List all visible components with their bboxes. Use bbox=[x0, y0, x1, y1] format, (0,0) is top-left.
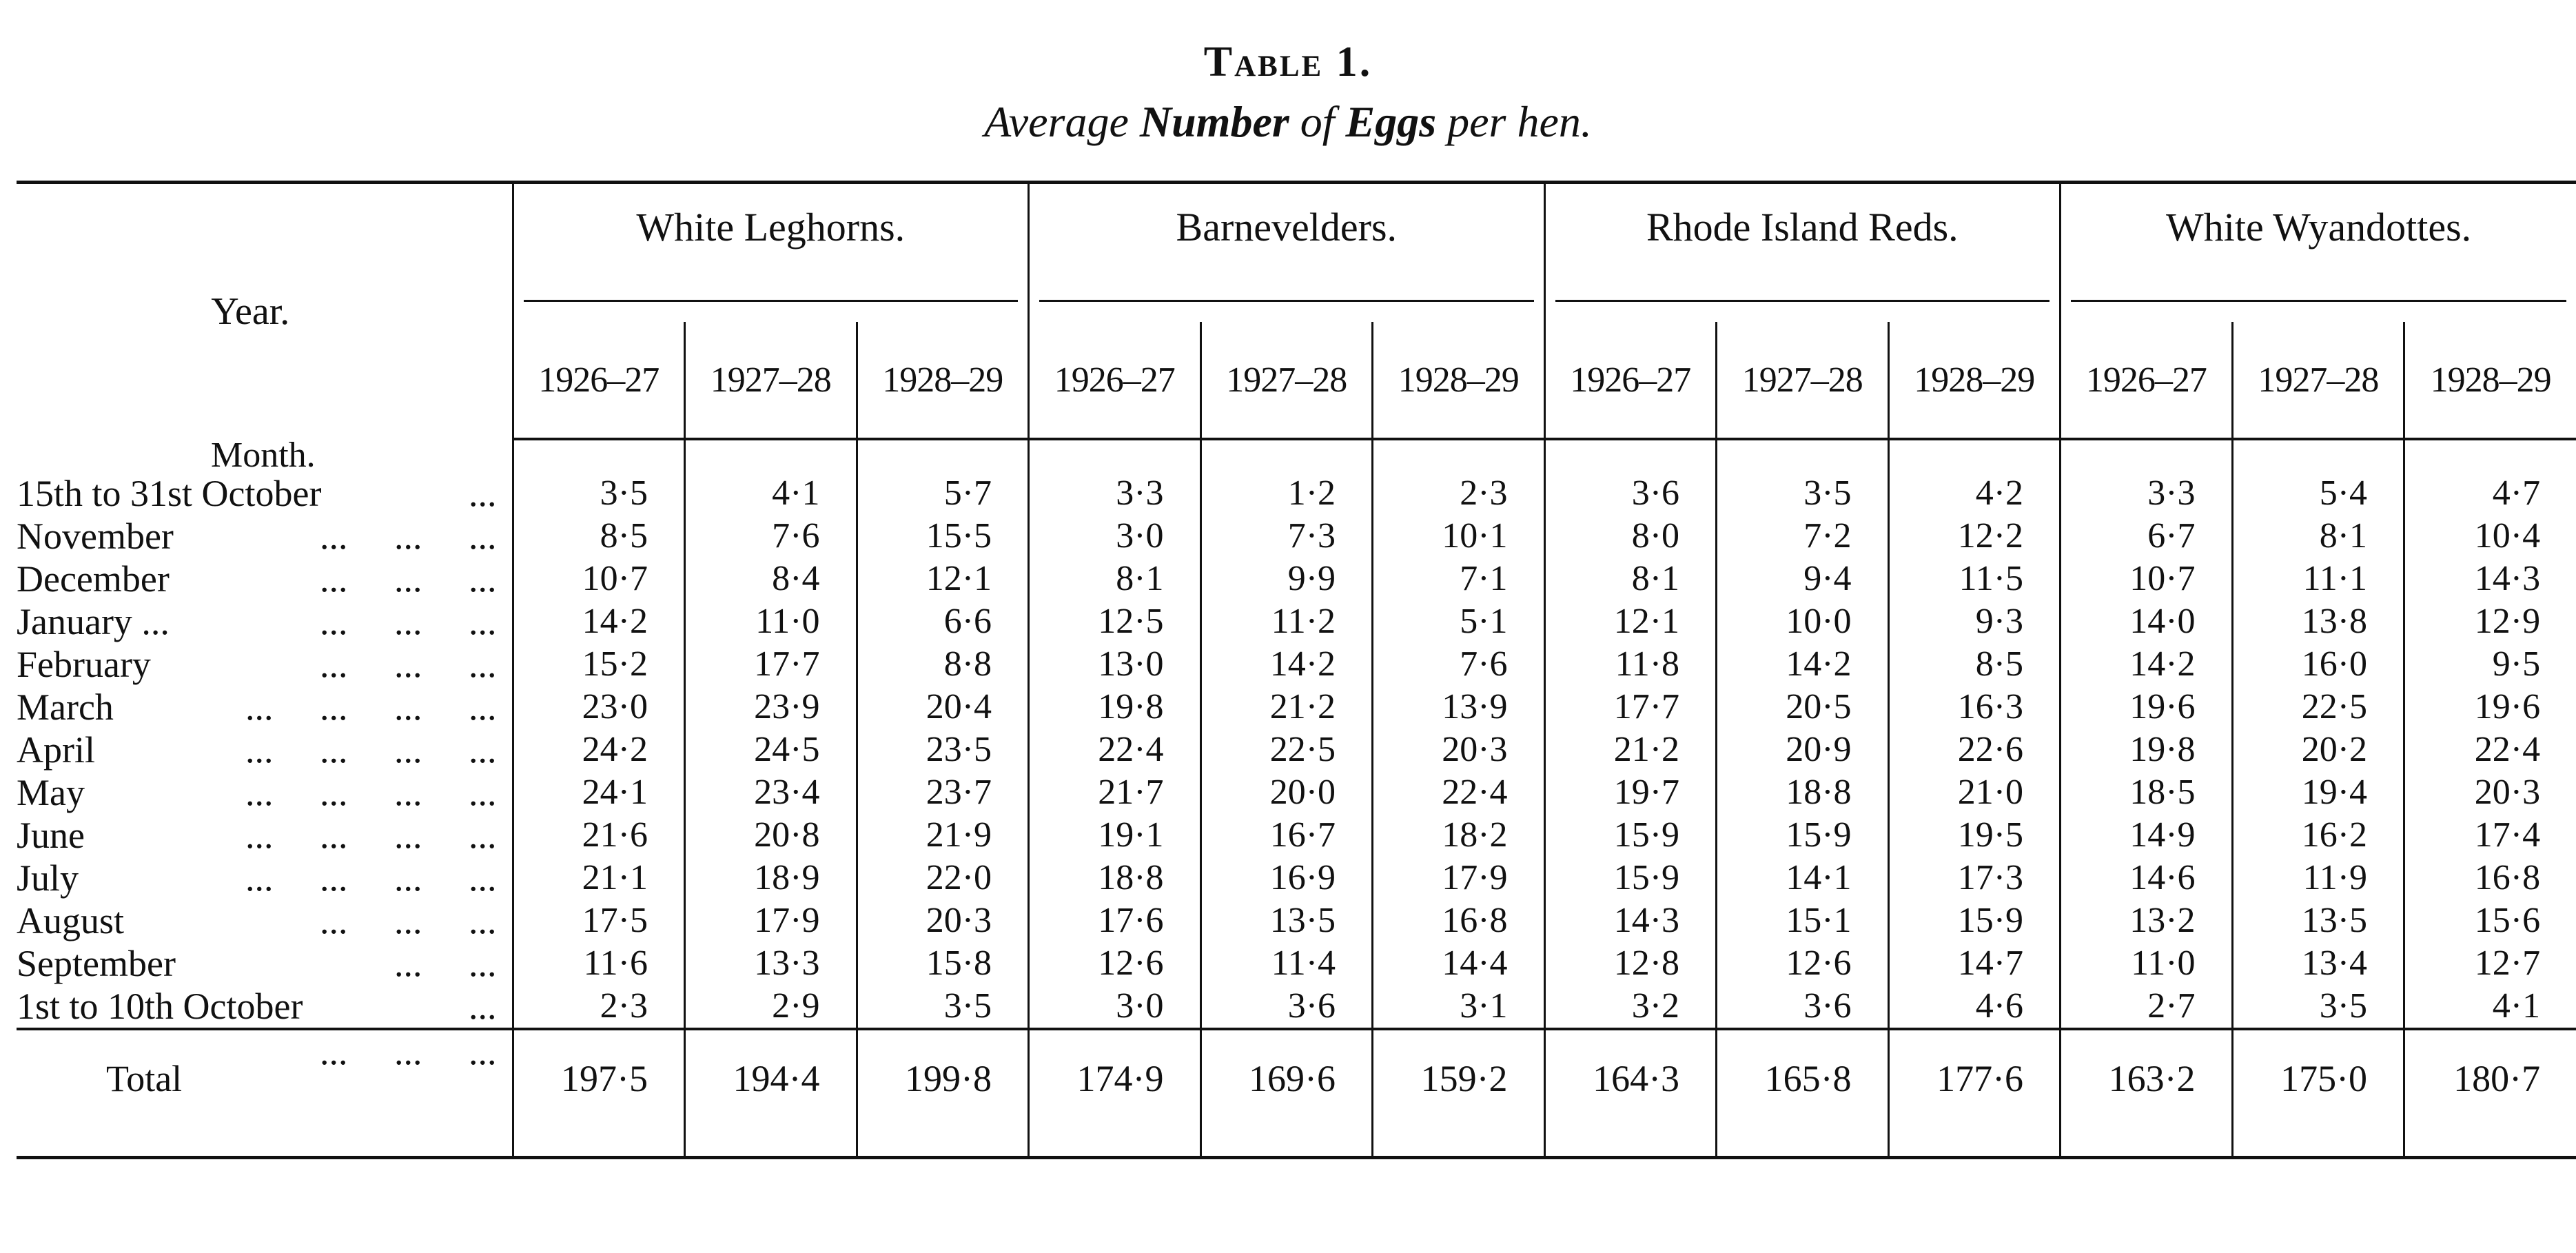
table-cell: 13·3 bbox=[685, 942, 857, 985]
leader-dots: ... ... ... ... bbox=[245, 815, 497, 856]
table-cell: 15·9 bbox=[1888, 899, 2061, 942]
table-cell: 23·9 bbox=[685, 686, 857, 729]
table-cell: 7·6 bbox=[1373, 643, 1545, 686]
subtitle-part: per hen. bbox=[1436, 97, 1592, 146]
table-cell: 11·6 bbox=[513, 942, 685, 985]
table-cell: 15·1 bbox=[1717, 899, 1889, 942]
table-cell: 3·3 bbox=[2061, 472, 2233, 515]
table-cell: 10·7 bbox=[2061, 558, 2233, 600]
table-cell: 5·4 bbox=[2232, 472, 2404, 515]
table-cell: 17·9 bbox=[1373, 857, 1545, 899]
table-cell: 9·5 bbox=[2404, 643, 2576, 686]
table-cell: 15·9 bbox=[1717, 814, 1889, 857]
table-cell: 22·0 bbox=[857, 857, 1029, 899]
row-label bbox=[17, 1029, 513, 1127]
table-cell: 22·4 bbox=[2404, 729, 2576, 771]
table-cell: 19·1 bbox=[1029, 814, 1201, 857]
table-cell: 14·2 bbox=[513, 600, 685, 643]
table-cell: 11·2 bbox=[1200, 600, 1373, 643]
table-cell: 15·2 bbox=[513, 643, 685, 686]
row-label-text: January ... bbox=[17, 601, 170, 642]
table-bottom-rule bbox=[17, 1127, 2576, 1158]
table-cell: 3·5 bbox=[857, 985, 1029, 1029]
table-cell: 21·2 bbox=[1200, 686, 1373, 729]
year-header: 1928–29 bbox=[857, 322, 1029, 439]
table-cell: 18·5 bbox=[2061, 771, 2233, 814]
table-cell: 7·6 bbox=[685, 515, 857, 558]
year-header: 1926–27 bbox=[1544, 322, 1717, 439]
table-cell: 13·4 bbox=[2232, 942, 2404, 985]
year-header: 1926–27 bbox=[1029, 322, 1201, 439]
table-row bbox=[17, 814, 2576, 857]
table-cell: 11·5 bbox=[1888, 558, 2061, 600]
table-cell: 13·0 bbox=[1029, 643, 1201, 686]
table-cell: 5·7 bbox=[857, 472, 1029, 515]
table-row bbox=[17, 643, 2576, 686]
table-cell: 13·8 bbox=[2232, 600, 2404, 643]
table-cell: 20·4 bbox=[857, 686, 1029, 729]
table-cell: 14·9 bbox=[2061, 814, 2233, 857]
leader-dots: ... ... ... ... bbox=[245, 729, 497, 771]
table-cell: 3·5 bbox=[1717, 472, 1889, 515]
row-label-text: 15th to 31st October bbox=[17, 473, 322, 514]
row-label bbox=[17, 643, 513, 686]
leader-dots: ... bbox=[469, 986, 497, 1027]
table-cell: 4·6 bbox=[1888, 985, 2061, 1029]
table-cell: 17·9 bbox=[685, 899, 857, 942]
year-header: 1926–27 bbox=[2061, 322, 2233, 439]
table-cell: 14·3 bbox=[2404, 558, 2576, 600]
table-cell: 9·9 bbox=[1200, 558, 1373, 600]
table-cell: 11·9 bbox=[2232, 857, 2404, 899]
year-column-header: Year. bbox=[211, 290, 290, 333]
table-cell: 12·6 bbox=[1717, 942, 1889, 985]
year-header: 1927–28 bbox=[1717, 322, 1889, 439]
table-cell: 20·2 bbox=[2232, 729, 2404, 771]
table-row bbox=[17, 686, 2576, 729]
year-header: 1928–29 bbox=[2404, 322, 2576, 439]
table-cell: 21·9 bbox=[857, 814, 1029, 857]
table-cell: 3·1 bbox=[1373, 985, 1545, 1029]
table-cell: 19·8 bbox=[2061, 729, 2233, 771]
table-cell: 3·5 bbox=[2232, 985, 2404, 1029]
table-cell: 21·1 bbox=[513, 857, 685, 899]
group-label: White Wyandottes. bbox=[2071, 204, 2566, 302]
table-cell: 12·1 bbox=[1544, 600, 1717, 643]
table-cell: 19·4 bbox=[2232, 771, 2404, 814]
table-cell: 5·1 bbox=[1373, 600, 1545, 643]
table-cell: 9·3 bbox=[1888, 600, 2061, 643]
table-cell: 8·1 bbox=[1544, 558, 1717, 600]
table-cell: 23·0 bbox=[513, 686, 685, 729]
table-row bbox=[17, 857, 2576, 899]
leader-dots: ... ... ... ... bbox=[245, 686, 497, 728]
row-label bbox=[17, 558, 513, 600]
table-cell: 11·0 bbox=[2061, 942, 2233, 985]
table-cell: 15·8 bbox=[857, 942, 1029, 985]
table-cell: 13·5 bbox=[1200, 899, 1373, 942]
table-cell: 3·0 bbox=[1029, 515, 1201, 558]
table-cell: 2·3 bbox=[1373, 472, 1545, 515]
table-cell: 8·5 bbox=[513, 515, 685, 558]
table-cell: 2·9 bbox=[685, 985, 857, 1029]
table-cell: 23·7 bbox=[857, 771, 1029, 814]
table-cell: 21·6 bbox=[513, 814, 685, 857]
table-cell: 16·9 bbox=[1200, 857, 1373, 899]
table-cell: 14·2 bbox=[1200, 643, 1373, 686]
table-cell: 16·3 bbox=[1888, 686, 2061, 729]
table-cell: 2·3 bbox=[513, 985, 685, 1029]
table-cell: 159·2 bbox=[1373, 1029, 1545, 1127]
table-cell: 22·5 bbox=[2232, 686, 2404, 729]
table-cell: 3·0 bbox=[1029, 985, 1201, 1029]
table-cell: 8·5 bbox=[1888, 643, 2061, 686]
leader-dots: ... bbox=[469, 473, 497, 514]
table-cell: 20·3 bbox=[857, 899, 1029, 942]
table-cell: 8·8 bbox=[857, 643, 1029, 686]
leader-dots: ... ... ... ... bbox=[245, 772, 497, 813]
table-cell: 8·4 bbox=[685, 558, 857, 600]
table-cell: 6·6 bbox=[857, 600, 1029, 643]
table-cell: 18·2 bbox=[1373, 814, 1545, 857]
table-cell: 12·9 bbox=[2404, 600, 2576, 643]
table-row bbox=[17, 515, 2576, 558]
table-cell: 11·0 bbox=[685, 600, 857, 643]
table-cell: 3·6 bbox=[1544, 472, 1717, 515]
table-cell: 12·6 bbox=[1029, 942, 1201, 985]
row-label-text: April bbox=[17, 729, 95, 771]
table-cell: 14·1 bbox=[1717, 857, 1889, 899]
table-cell: 3·6 bbox=[1200, 985, 1373, 1029]
table-cell: 3·3 bbox=[1029, 472, 1201, 515]
table-cell: 9·4 bbox=[1717, 558, 1889, 600]
table-cell: 22·5 bbox=[1200, 729, 1373, 771]
table-cell: 18·8 bbox=[1717, 771, 1889, 814]
table-cell: 12·2 bbox=[1888, 515, 2061, 558]
year-header: 1927–28 bbox=[1200, 322, 1373, 439]
table-cell: 23·5 bbox=[857, 729, 1029, 771]
table-row bbox=[17, 729, 2576, 771]
group-label: White Leghorns. bbox=[524, 204, 1019, 302]
table-cell: 20·9 bbox=[1717, 729, 1889, 771]
table-cell: 20·0 bbox=[1200, 771, 1373, 814]
row-label bbox=[17, 899, 513, 942]
row-label-text: September bbox=[17, 943, 176, 984]
table-cell: 17·4 bbox=[2404, 814, 2576, 857]
table-cell: 19·7 bbox=[1544, 771, 1717, 814]
group-header-row bbox=[17, 183, 2576, 323]
leader-dots: ... ... bbox=[394, 943, 497, 984]
table-cell: 22·6 bbox=[1888, 729, 2061, 771]
table-cell: 14·0 bbox=[2061, 600, 2233, 643]
table-cell: 14·4 bbox=[1373, 942, 1545, 985]
table-cell: 165·8 bbox=[1717, 1029, 1889, 1127]
table-cell: 197·5 bbox=[513, 1029, 685, 1127]
table-cell: 15·9 bbox=[1544, 857, 1717, 899]
table-cell: 11·4 bbox=[1200, 942, 1373, 985]
year-header: 1928–29 bbox=[1373, 322, 1545, 439]
table-cell: 11·1 bbox=[2232, 558, 2404, 600]
table-cell: 163·2 bbox=[2061, 1029, 2233, 1127]
table-cell: 11·8 bbox=[1544, 643, 1717, 686]
table-cell: 10·4 bbox=[2404, 515, 2576, 558]
table-cell: 24·1 bbox=[513, 771, 685, 814]
table-cell: 16·8 bbox=[2404, 857, 2576, 899]
table-cell: 14·3 bbox=[1544, 899, 1717, 942]
row-label bbox=[17, 942, 513, 985]
table-cell: 3·2 bbox=[1544, 985, 1717, 1029]
table-cell: 164·3 bbox=[1544, 1029, 1717, 1127]
table-cell: 17·6 bbox=[1029, 899, 1201, 942]
table-cell: 12·1 bbox=[857, 558, 1029, 600]
group-label: Rhode Island Reds. bbox=[1555, 204, 2050, 302]
table-cell: 7·1 bbox=[1373, 558, 1545, 600]
table-cell: 10·7 bbox=[513, 558, 685, 600]
table-cell: 15·9 bbox=[1544, 814, 1717, 857]
table-cell: 13·2 bbox=[2061, 899, 2233, 942]
table-title: Table 1. bbox=[1203, 39, 1373, 85]
row-label bbox=[17, 814, 513, 857]
table-cell: 16·0 bbox=[2232, 643, 2404, 686]
subtitle-part-bold: Eggs bbox=[1345, 97, 1437, 146]
total-row bbox=[17, 1029, 2576, 1127]
table-cell: 7·3 bbox=[1200, 515, 1373, 558]
table-cell: 24·2 bbox=[513, 729, 685, 771]
table-row bbox=[17, 771, 2576, 814]
table-cell: 21·0 bbox=[1888, 771, 2061, 814]
table-cell: 14·7 bbox=[1888, 942, 2061, 985]
table-cell: 4·1 bbox=[2404, 985, 2576, 1029]
group-header-white-leghorns bbox=[513, 183, 1029, 323]
table-cell: 19·6 bbox=[2061, 686, 2233, 729]
table-cell: 19·8 bbox=[1029, 686, 1201, 729]
table-cell: 194·4 bbox=[685, 1029, 857, 1127]
row-label-text: November bbox=[17, 516, 174, 557]
table-cell: 21·2 bbox=[1544, 729, 1717, 771]
table-cell: 3·6 bbox=[1717, 985, 1889, 1029]
row-label bbox=[17, 472, 513, 515]
table-cell: 16·8 bbox=[1373, 899, 1545, 942]
table-cell: 14·2 bbox=[1717, 643, 1889, 686]
row-label-text: July bbox=[17, 857, 79, 899]
leader-dots: ... ... ... bbox=[320, 644, 497, 685]
row-label bbox=[17, 771, 513, 814]
table-cell: 4·1 bbox=[685, 472, 857, 515]
row-label-text: June bbox=[17, 815, 85, 856]
table-row bbox=[17, 472, 2576, 515]
table-cell: 20·8 bbox=[685, 814, 857, 857]
table-cell: 17·7 bbox=[685, 643, 857, 686]
table-cell: 12·5 bbox=[1029, 600, 1201, 643]
table-cell: 199·8 bbox=[857, 1029, 1029, 1127]
table-subtitle bbox=[0, 96, 2576, 147]
table-cell: 14·6 bbox=[2061, 857, 2233, 899]
table-cell: 24·5 bbox=[685, 729, 857, 771]
table-cell: 14·2 bbox=[2061, 643, 2233, 686]
row-label-text: March bbox=[17, 686, 114, 728]
subtitle-part: of bbox=[1289, 97, 1346, 146]
year-header: 1927–28 bbox=[2232, 322, 2404, 439]
table-cell: 23·4 bbox=[685, 771, 857, 814]
table-cell: 7·2 bbox=[1717, 515, 1889, 558]
table-row bbox=[17, 600, 2576, 643]
row-label-text: May bbox=[17, 772, 85, 813]
table-row bbox=[17, 942, 2576, 985]
row-label-text: 1st to 10th October bbox=[17, 986, 303, 1027]
table-cell: 2·7 bbox=[2061, 985, 2233, 1029]
leader-dots: ... ... ... ... bbox=[245, 857, 497, 899]
row-label-text: Total bbox=[106, 1058, 183, 1099]
table-cell: 21·7 bbox=[1029, 771, 1201, 814]
table-cell: 20·3 bbox=[2404, 771, 2576, 814]
table-cell: 22·4 bbox=[1373, 771, 1545, 814]
row-label bbox=[17, 729, 513, 771]
group-header-rhode-island-reds bbox=[1544, 183, 2061, 323]
table-cell: 180·7 bbox=[2404, 1029, 2576, 1127]
month-caption-row bbox=[17, 439, 2576, 472]
table-cell: 12·8 bbox=[1544, 942, 1717, 985]
egg-table bbox=[17, 181, 2576, 1159]
month-caption: Month. bbox=[211, 436, 316, 475]
leader-dots: ... ... ... bbox=[320, 900, 497, 941]
row-label bbox=[17, 857, 513, 899]
table-cell: 17·3 bbox=[1888, 857, 2061, 899]
table-cell: 6·7 bbox=[2061, 515, 2233, 558]
group-header-barnevelders bbox=[1029, 183, 1545, 323]
table-cell: 17·7 bbox=[1544, 686, 1717, 729]
leader-dots: ... ... ... bbox=[320, 516, 497, 557]
table-cell: 169·6 bbox=[1200, 1029, 1373, 1127]
table-cell: 18·9 bbox=[685, 857, 857, 899]
table-row bbox=[17, 899, 2576, 942]
table-cell: 16·2 bbox=[2232, 814, 2404, 857]
table-cell: 20·5 bbox=[1717, 686, 1889, 729]
table-cell: 17·5 bbox=[513, 899, 685, 942]
table-cell: 22·4 bbox=[1029, 729, 1201, 771]
row-label bbox=[17, 686, 513, 729]
table-cell: 19·6 bbox=[2404, 686, 2576, 729]
table-row bbox=[17, 558, 2576, 600]
table-cell: 10·0 bbox=[1717, 600, 1889, 643]
table-cell: 12·7 bbox=[2404, 942, 2576, 985]
table-cell: 8·1 bbox=[1029, 558, 1201, 600]
table-cell: 174·9 bbox=[1029, 1029, 1201, 1127]
table-row bbox=[17, 985, 2576, 1029]
table-cell: 20·3 bbox=[1373, 729, 1545, 771]
row-label-text: December bbox=[17, 558, 170, 600]
table-cell: 1·2 bbox=[1200, 472, 1373, 515]
year-header: 1927–28 bbox=[685, 322, 857, 439]
table-cell: 15·6 bbox=[2404, 899, 2576, 942]
table-cell: 4·2 bbox=[1888, 472, 2061, 515]
table-cell: 177·6 bbox=[1888, 1029, 2061, 1127]
table-cell: 10·1 bbox=[1373, 515, 1545, 558]
row-label-text: February bbox=[17, 644, 151, 685]
leader-dots: ... ... ... bbox=[320, 601, 497, 642]
row-label bbox=[17, 985, 513, 1029]
table-cell: 16·7 bbox=[1200, 814, 1373, 857]
leader-dots: ... ... ... bbox=[320, 558, 497, 600]
table-cell: 8·1 bbox=[2232, 515, 2404, 558]
leader-dots: ... ... ... bbox=[320, 1031, 497, 1072]
table-cell: 8·0 bbox=[1544, 515, 1717, 558]
table-cell: 18·8 bbox=[1029, 857, 1201, 899]
group-header-white-wyandottes bbox=[2061, 183, 2576, 323]
table-cell: 4·7 bbox=[2404, 472, 2576, 515]
table-cell: 15·5 bbox=[857, 515, 1029, 558]
table-cell: 19·5 bbox=[1888, 814, 2061, 857]
row-label bbox=[17, 515, 513, 558]
table-cell: 13·5 bbox=[2232, 899, 2404, 942]
year-header: 1926–27 bbox=[513, 322, 685, 439]
row-label-text: August bbox=[17, 900, 125, 941]
subtitle-part: Average bbox=[984, 97, 1140, 146]
table-cell: 13·9 bbox=[1373, 686, 1545, 729]
group-label: Barnevelders. bbox=[1039, 204, 1534, 302]
subtitle-part-bold: Number bbox=[1139, 97, 1289, 146]
year-header: 1928–29 bbox=[1888, 322, 2061, 439]
table-cell: 3·5 bbox=[513, 472, 685, 515]
table-cell: 175·0 bbox=[2232, 1029, 2404, 1127]
row-label bbox=[17, 600, 513, 643]
